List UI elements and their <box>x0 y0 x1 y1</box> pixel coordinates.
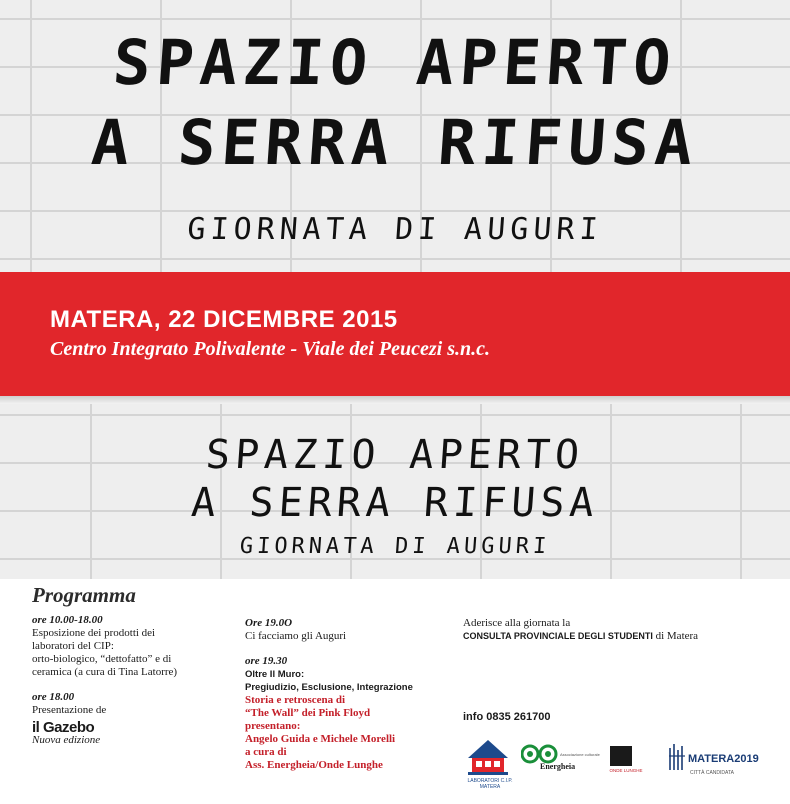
energheia-name: Energheia <box>540 762 576 771</box>
energheia-logo-icon <box>521 744 559 764</box>
gazebo-logo: il Gazebo <box>32 719 95 736</box>
event-banner <box>0 272 790 396</box>
repeat-title-line-2: A SERRA RIFUSA <box>189 480 601 526</box>
onde-lunghe-label: ONDE LUNGHE <box>609 768 643 773</box>
info-phone: info 0835 261700 <box>463 711 551 723</box>
matera-2019-label: MATERA2019 <box>688 753 759 765</box>
organization-city: di Matera <box>652 630 699 642</box>
organization-name: CONSULTA PROVINCIALE DEGLI STUDENTI <box>463 631 653 641</box>
banner-shadow <box>0 396 790 404</box>
adhesion-line: Aderisce alla giornata la <box>463 617 571 629</box>
program-red-line: “The Wall” dei Pink Floyd <box>245 707 371 719</box>
matera-logo-icon <box>668 742 686 772</box>
program-red-line: Ass. Energheia/Onde Lunghe <box>245 759 383 771</box>
repeat-subtitle: GIORNATA DI AUGURI <box>238 534 552 559</box>
program-heading: Pregiudizio, Esclusione, Integrazione <box>245 682 413 693</box>
program-red-line: Angelo Guida e Michele Morelli <box>245 733 396 745</box>
program-line: orto-biologico, “dettofatto” e di <box>32 653 172 665</box>
program-time: ore 18.00 <box>32 691 75 703</box>
program-line: Presentazione de <box>32 704 107 716</box>
program-line: Esposizione dei prodotti dei <box>32 627 156 639</box>
adhesion-org-line <box>463 630 763 643</box>
program-line: ceramica (a cura di Tina Latorre) <box>32 666 178 678</box>
program-red-line: a cura di <box>245 746 287 758</box>
onde-lunghe-logo-icon <box>610 746 632 766</box>
matera-2019-sub: CITTÀ CANDIDATA <box>690 770 734 776</box>
program-red-line: Storia e retroscena di <box>245 694 346 706</box>
energheia-tagline: Associazione culturale <box>560 752 600 757</box>
program-item <box>245 617 445 643</box>
program-time: ore 19.30 <box>245 655 288 667</box>
sponsor-logos <box>0 738 790 788</box>
program-heading: Oltre Il Muro: <box>245 669 305 680</box>
event-date: MATERA, 22 DICEMBRE 2015 <box>50 306 398 333</box>
program-red-line: presentano: <box>245 720 301 732</box>
program-time: ore 10.00-18.00 <box>32 614 103 626</box>
program-column-3 <box>463 617 763 643</box>
gazebo-note: Nuova edizione <box>32 734 101 746</box>
program-line: Ci facciamo gli Auguri <box>245 630 347 642</box>
event-venue: Centro Integrato Polivalente - Viale dei Peucezi s.n.c. <box>50 338 490 360</box>
title-line-1: SPAZIO APERTO <box>110 26 680 99</box>
program-title: Programma <box>32 583 136 607</box>
program-item <box>32 614 222 679</box>
cip-logo-icon <box>466 738 510 778</box>
repeat-title-line-1: SPAZIO APERTO <box>204 432 586 478</box>
title-line-2: A SERRA RIFUSA <box>89 106 701 179</box>
program-time: Ore 19.0O <box>245 617 293 629</box>
cip-logo-label: LABORATORI C.I.P. MATERA <box>467 778 513 790</box>
subtitle: GIORNATA DI AUGURI <box>186 212 604 247</box>
program-line: laboratori del CIP: <box>32 640 114 652</box>
